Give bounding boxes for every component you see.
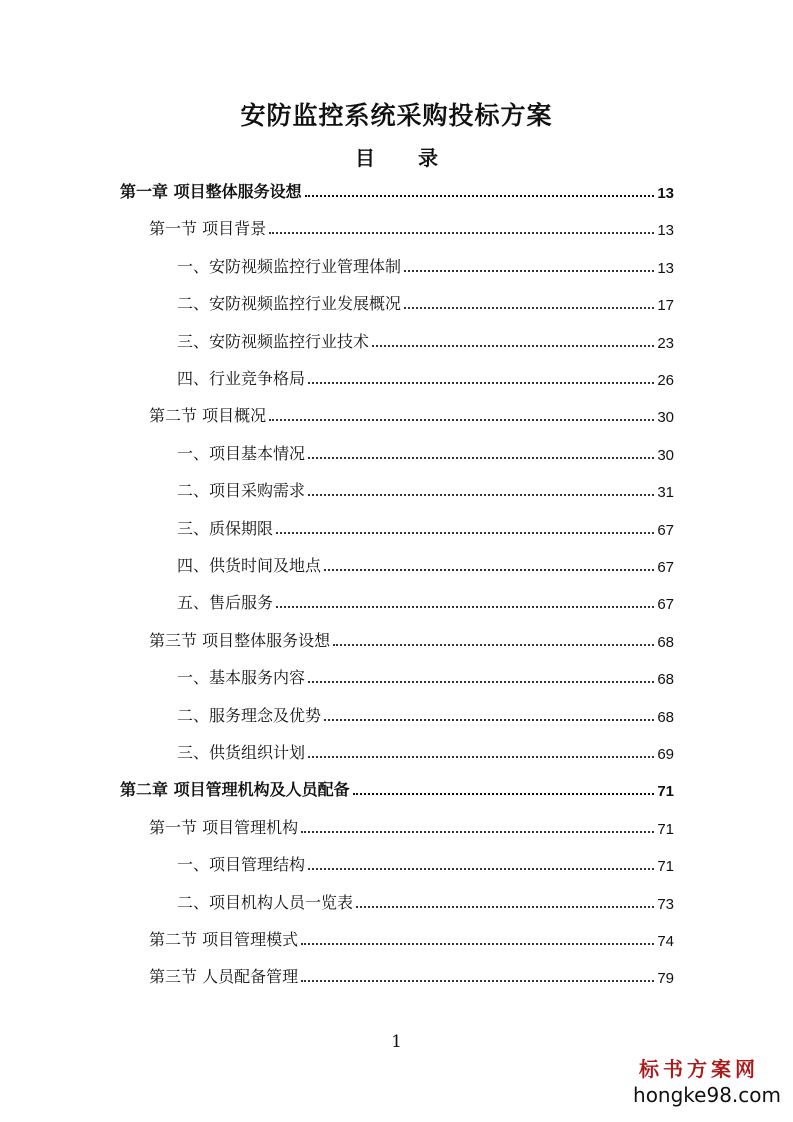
toc-dot-leader <box>372 345 654 347</box>
toc-entry[interactable] <box>177 550 674 576</box>
toc-entry[interactable] <box>177 438 674 464</box>
toc-entry-label: 一、项目基本情况 <box>177 444 306 463</box>
toc-entry-page: 13 <box>657 260 674 277</box>
toc-entry[interactable] <box>149 213 674 239</box>
toc-dot-leader <box>301 980 654 982</box>
watermark-logo <box>591 1056 781 1116</box>
toc-dot-leader <box>269 232 654 234</box>
toc-entry-page: 71 <box>657 783 674 800</box>
toc-entry-label: 一、安防视频监控行业管理体制 <box>177 257 402 276</box>
toc-entry[interactable] <box>177 513 674 539</box>
toc-entry-label: 二、服务理念及优势 <box>177 706 322 725</box>
toc-dot-leader <box>276 532 654 534</box>
toc-dot-leader <box>276 606 654 608</box>
toc-entry-page: 71 <box>657 858 674 875</box>
toc-entry-page: 67 <box>657 596 674 613</box>
toc-dot-leader <box>308 457 654 459</box>
toc-entry[interactable] <box>177 363 674 389</box>
toc-dot-leader <box>404 270 654 272</box>
toc-entry-page: 30 <box>657 409 674 426</box>
toc-dot-leader <box>301 943 654 945</box>
toc-entry-page: 13 <box>657 185 674 202</box>
toc-entry[interactable] <box>177 326 674 352</box>
toc-entry[interactable] <box>177 288 674 314</box>
toc-entry-label: 第一节 项目背景 <box>149 219 267 238</box>
toc-entry-label: 四、供货时间及地点 <box>177 556 322 575</box>
toc-entry-page: 13 <box>657 222 674 239</box>
toc-entry-label: 一、基本服务内容 <box>177 668 306 687</box>
toc-dot-leader <box>308 868 654 870</box>
toc-dot-leader <box>324 719 654 721</box>
toc-entry-page: 68 <box>657 634 674 651</box>
toc-entry[interactable] <box>177 475 674 501</box>
toc-entry[interactable] <box>177 700 674 726</box>
toc-dot-leader <box>269 419 654 421</box>
toc-dot-leader <box>308 382 654 384</box>
toc-entry-label: 三、供货组织计划 <box>177 743 306 762</box>
toc-entry[interactable] <box>177 887 674 913</box>
toc-entry-page: 74 <box>657 933 674 950</box>
toc-entry-label: 五、售后服务 <box>177 593 274 612</box>
toc-entry-label: 三、质保期限 <box>177 519 274 538</box>
toc-entry-label: 第一节 项目管理机构 <box>149 818 299 837</box>
toc-entry[interactable] <box>149 400 674 426</box>
toc-entry-label: 第二节 项目概况 <box>149 406 267 425</box>
toc-entry[interactable] <box>149 961 674 987</box>
toc-entry[interactable] <box>177 662 674 688</box>
toc-entry-page: 17 <box>657 297 674 314</box>
toc-dot-leader <box>308 756 654 758</box>
toc-dot-leader <box>404 307 654 309</box>
toc-entry-page: 79 <box>657 970 674 987</box>
toc-entry-label: 第二章 项目管理机构及人员配备 <box>120 780 350 799</box>
toc-entry-page: 23 <box>657 335 674 352</box>
toc-dot-leader <box>301 831 654 833</box>
toc-entry[interactable] <box>149 812 674 838</box>
toc-entry-page: 68 <box>657 671 674 688</box>
watermark-text: 标书方案网 <box>639 1057 759 1081</box>
toc-dot-leader <box>353 793 655 795</box>
toc-entry-page: 31 <box>657 484 674 501</box>
toc-entry-label: 二、安防视频监控行业发展概况 <box>177 294 402 313</box>
toc-entry-label: 一、项目管理结构 <box>177 855 306 874</box>
toc-entry-label: 三、安防视频监控行业技术 <box>177 332 370 351</box>
toc-entry[interactable] <box>177 849 674 875</box>
toc-dot-leader <box>333 644 654 646</box>
toc-entry-label: 第三节 项目整体服务设想 <box>149 631 331 650</box>
toc-entry[interactable] <box>149 924 674 950</box>
toc-entry-page: 69 <box>657 746 674 763</box>
toc-entry[interactable] <box>120 774 674 800</box>
toc-entry[interactable] <box>120 176 674 202</box>
toc-entry[interactable] <box>177 587 674 613</box>
toc-entry[interactable] <box>177 251 674 277</box>
watermark-url: hongke98.com <box>633 1083 781 1107</box>
toc-entry-page: 68 <box>657 709 674 726</box>
toc-entry[interactable] <box>177 737 674 763</box>
toc-entry-label: 二、项目机构人员一览表 <box>177 893 354 912</box>
toc-entry-page: 71 <box>657 821 674 838</box>
toc-entry-page: 73 <box>657 896 674 913</box>
toc-entry-label: 第一章 项目整体服务设想 <box>120 182 302 201</box>
toc-entry-label: 四、行业竞争格局 <box>177 369 306 388</box>
toc-dot-leader <box>308 681 654 683</box>
toc-entry[interactable] <box>149 625 674 651</box>
toc-entry-page: 30 <box>657 447 674 464</box>
toc-dot-leader <box>308 494 654 496</box>
toc-entry-label: 二、项目采购需求 <box>177 481 306 500</box>
toc-entry-label: 第二节 项目管理模式 <box>149 930 299 949</box>
toc-dot-leader <box>356 906 654 908</box>
page-number: 1 <box>391 1032 402 1052</box>
toc-dot-leader <box>305 195 655 197</box>
document-title: 安防监控系统采购投标方案 <box>240 101 553 130</box>
toc-entry-page: 67 <box>657 559 674 576</box>
toc-entry-label: 第三节 人员配备管理 <box>149 967 299 986</box>
toc-heading: 目 录 <box>355 146 456 170</box>
toc-entry-page: 67 <box>657 522 674 539</box>
toc-dot-leader <box>324 569 654 571</box>
toc-entry-page: 26 <box>657 372 674 389</box>
